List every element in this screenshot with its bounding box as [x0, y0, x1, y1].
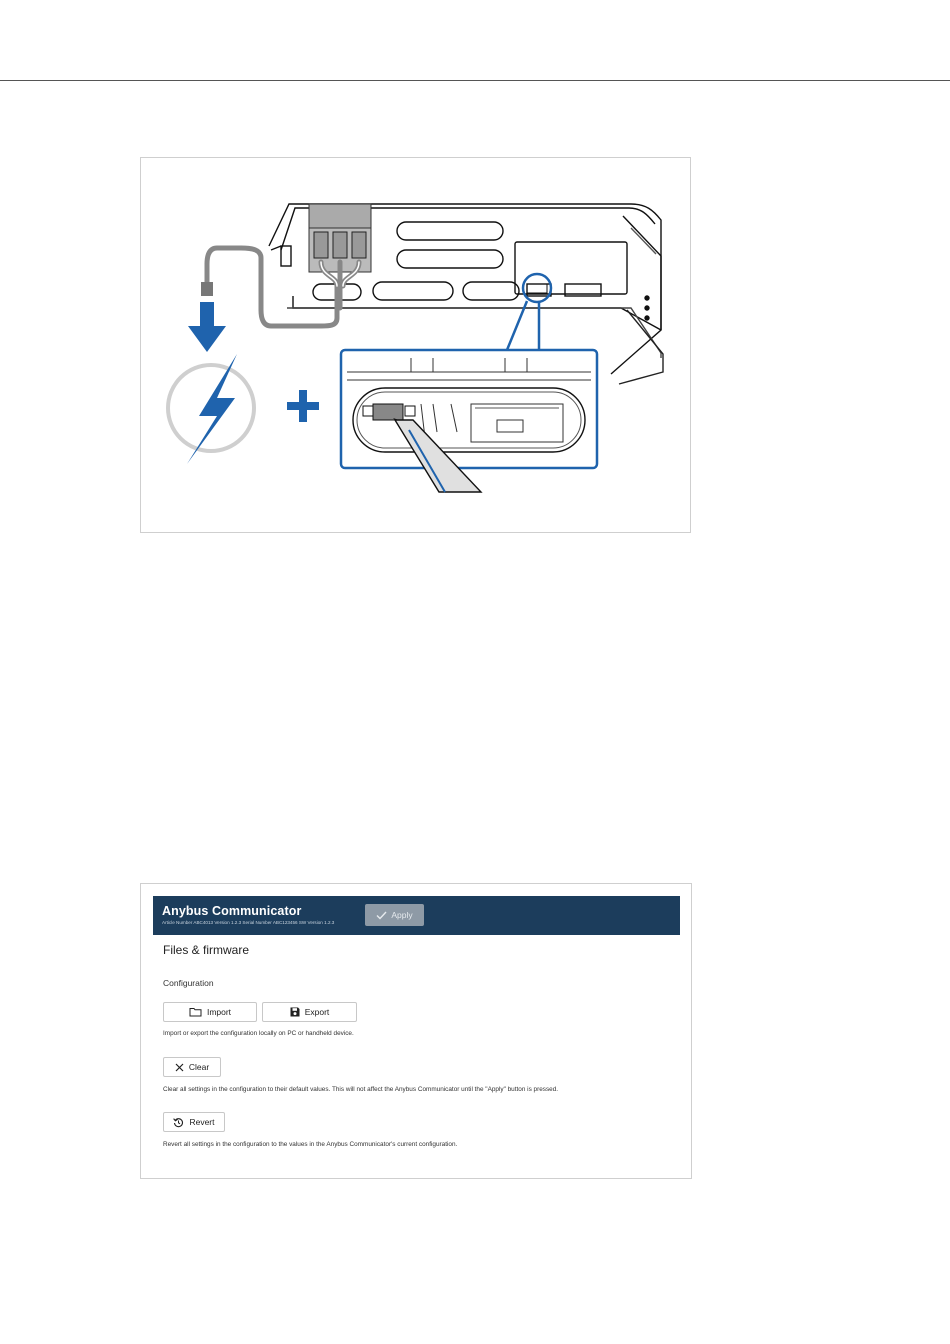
- section-title: Configuration: [163, 978, 214, 988]
- plus-icon: [287, 390, 319, 422]
- app-device-info: Article Number ABC4013 Version 1.2.3 Serial Number ABC123456 SW Version 1.2.3: [162, 920, 335, 925]
- apply-button-label: Apply: [391, 910, 413, 920]
- app-header-bar: [153, 896, 680, 935]
- clear-help: Clear all settings in the configuration to their default values. This will not affect the Anybus Communicator until the "Apply" button is pressed.: [163, 1086, 559, 1093]
- revert-button-label: Revert: [189, 1117, 215, 1127]
- clear-button[interactable]: [163, 1057, 221, 1077]
- app-title: Anybus Communicator: [162, 904, 302, 918]
- cable-plug: [201, 282, 213, 296]
- clear-button-label: Clear: [188, 1062, 210, 1072]
- arrow-down-icon: [188, 302, 226, 352]
- apply-button[interactable]: [365, 904, 424, 926]
- page-title: Files & firmware: [163, 943, 250, 957]
- reset-illustration-figure: [140, 157, 691, 533]
- import-export-help: Import or export the configuration locally on PC or handheld device.: [163, 1030, 354, 1037]
- check-icon: [376, 911, 387, 920]
- import-button[interactable]: [163, 1002, 257, 1022]
- page-header-rule: [0, 80, 950, 81]
- import-button-label: Import: [206, 1007, 232, 1017]
- zoom-detail: [341, 350, 597, 468]
- files-firmware-screenshot: [140, 883, 692, 1179]
- export-button[interactable]: [262, 1002, 357, 1022]
- revert-icon: [173, 1117, 184, 1128]
- close-icon: [175, 1063, 184, 1072]
- folder-icon: [189, 1007, 202, 1017]
- revert-help: Revert all settings in the configuration to the values in the Anybus Communicator's current configuration.: [163, 1141, 458, 1148]
- export-button-label: Export: [304, 1007, 330, 1017]
- save-icon: [290, 1007, 300, 1017]
- device-reset-illustration: [141, 158, 692, 534]
- revert-button[interactable]: [163, 1112, 225, 1132]
